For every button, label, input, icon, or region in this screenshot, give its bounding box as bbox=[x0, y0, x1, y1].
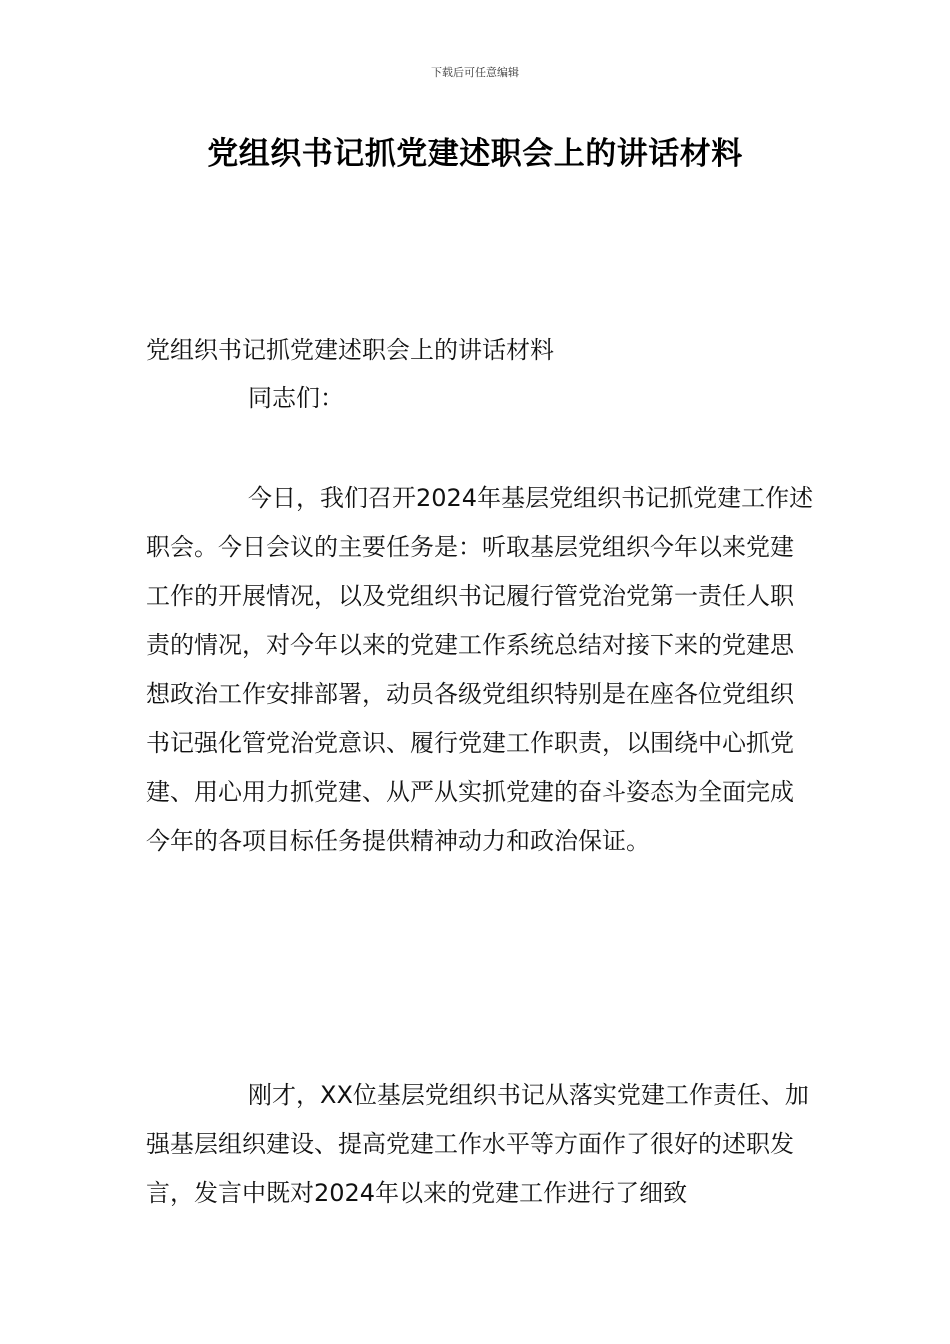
document-title: 党组织书记抓党建述职会上的讲话材料 bbox=[207, 136, 743, 172]
body-paragraph: 刚才，XX位基层党组织书记从落实党建工作责任、加强基层组织建设、提高党建工作水平等方面作了很好的述职发言，发言中既对2024年以来的党建工作进行了细致 bbox=[146, 1081, 809, 1207]
document-subtitle: 党组织书记抓党建述职会上的讲话材料 bbox=[146, 336, 554, 364]
body-paragraph: 今日，我们召开2024年基层党组织书记抓党建工作述职会。今日会议的主要任务是：听取基层党组织今年以来党建工作的开展情况，以及党组织书记履行管党治党第一责任人职责的情况，对今年以来的党建工作系统总结对接下来的党建思想政治工作安排部署，动员各级党组织特别是在座各位党组织书记强化管党治党意识、履行党建工作职责，以围绕中心抓党建、用心用力抓党建、从严从实抓党建的奋斗姿态为全面完成今年的各项目标任务提供精神动力和政治保证。 bbox=[146, 484, 814, 855]
greeting: 同志们： bbox=[248, 384, 344, 412]
header-note: 下载后可任意编辑 bbox=[431, 66, 519, 79]
